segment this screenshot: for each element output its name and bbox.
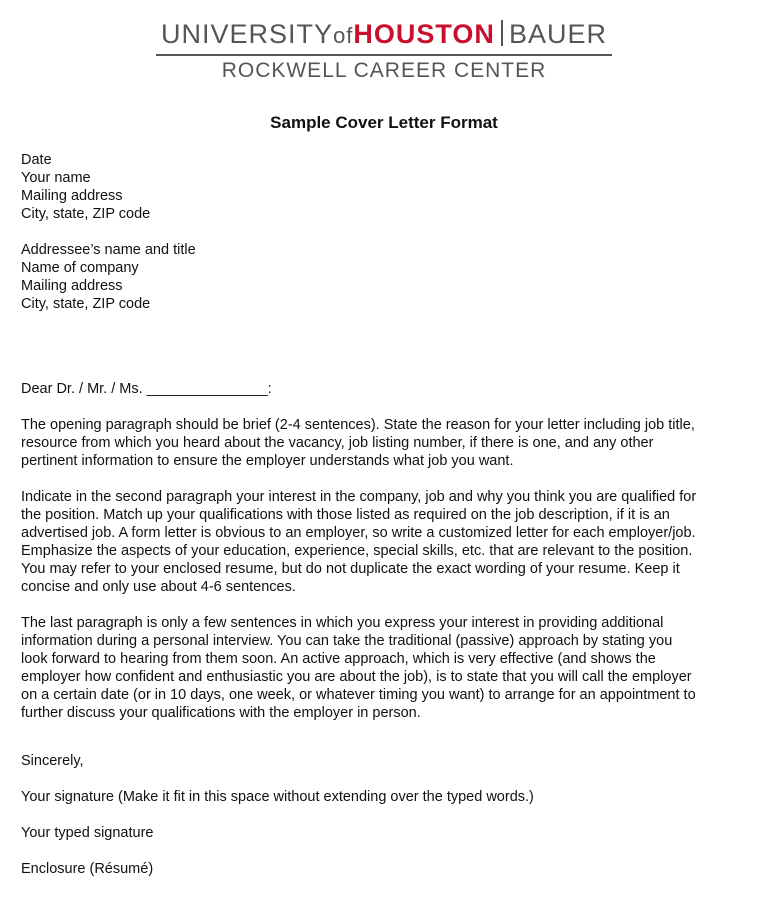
recipient-name-title: Addressee’s name and title: [21, 242, 196, 258]
closing-typed-signature: Your typed signature: [21, 825, 154, 841]
paragraph-closing: [21, 614, 756, 722]
university-logo: [0, 18, 768, 52]
closing-signature: Your signature (Make it fit in this space without extending over the typed words.): [21, 789, 534, 805]
logo-of-text: of: [333, 23, 354, 48]
paragraph-line: the position. Match up your qualifications with those listed as required on the job description, if it is an: [21, 507, 670, 523]
sender-date: Date: [21, 152, 52, 168]
sender-name: Your name: [21, 170, 91, 186]
logo-rule: [156, 54, 612, 56]
paragraph-line: further discuss your qualifications with the employer in person.: [21, 705, 421, 721]
logo-houston-text: HOUSTON: [353, 19, 495, 49]
paragraph-line: resource from which you heard about the vacancy, job listing number, if there is one, and any other: [21, 435, 654, 451]
logo-university-text: UNIVERSITY: [161, 19, 334, 49]
paragraph-line: advertised job. A form letter is obvious to an employer, so write a customized letter for each employer/job.: [21, 525, 696, 541]
logo-bauer-text: BAUER: [508, 19, 607, 49]
paragraph-line: Indicate in the second paragraph your interest in the company, job and why you think you are qualified for: [21, 489, 697, 505]
sender-address: Mailing address: [21, 188, 123, 204]
logo-divider: [501, 20, 503, 46]
salutation: Dear Dr. / Mr. / Ms. _______________:: [21, 381, 272, 397]
letter-body: [21, 151, 756, 878]
paragraph-line: information during a personal interview. You can take the traditional (passive) approach by stating you: [21, 633, 673, 649]
career-center-name: ROCKWELL CAREER CENTER: [221, 59, 547, 82]
sender-city: City, state, ZIP code: [21, 206, 151, 222]
paragraph-opening: [21, 416, 756, 470]
recipient-city: City, state, ZIP code: [21, 296, 151, 312]
paragraph-line: The last paragraph is only a few sentences in which you express your interest in providing additional: [21, 615, 664, 631]
paragraph-line: The opening paragraph should be brief (2-4 sentences). State the reason for your letter including job title,: [21, 417, 695, 433]
recipient-address: Mailing address: [21, 278, 123, 294]
closing-enclosure: Enclosure (Résumé): [21, 861, 154, 877]
paragraph-line: concise and only use about 4-6 sentences.: [21, 579, 296, 595]
paragraph-middle: [21, 488, 756, 596]
page-title: Sample Cover Letter Format: [270, 113, 498, 132]
letterhead: [0, 18, 768, 84]
paragraph-line: You may refer to your enclosed resume, but do not duplicate the exact wording of your resume. Keep it: [21, 561, 680, 577]
sender-block: [21, 151, 756, 223]
recipient-block: [21, 241, 756, 313]
paragraph-line: pertinent information to ensure the employer understands what job you want.: [21, 453, 514, 469]
paragraph-line: on a certain date (or in 10 days, one week, or whatever timing you want) to arrange for an appointment to: [21, 687, 696, 703]
paragraph-line: look forward to hearing from them soon. An active approach, which is very effective (and shows the: [21, 651, 656, 667]
paragraph-line: Emphasize the aspects of your education, experience, special skills, etc. that are relevant to the position.: [21, 543, 693, 559]
recipient-company: Name of company: [21, 260, 139, 276]
paragraph-line: employer how confident and enthusiastic you are about the job), is to state that you will call the employer: [21, 669, 692, 685]
closing-sincerely: Sincerely,: [21, 753, 84, 769]
